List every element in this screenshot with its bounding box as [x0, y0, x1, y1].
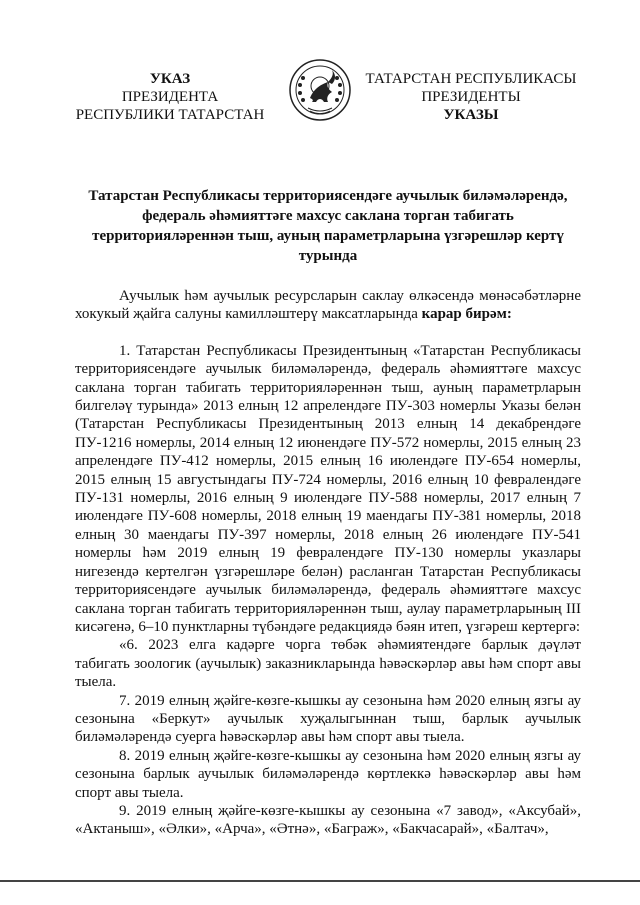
header-left-line-2: ПРЕЗИДЕНТА	[121, 89, 219, 105]
header-right-line-1: ТАТАРСТАН РЕСПУБЛИКАСЫ	[365, 71, 577, 87]
tatarstan-emblem-icon	[288, 58, 352, 122]
paragraph-6: «6. 2023 елга кадәрге чорга төбәк әһәмиятендәге барлык дәүләт табигать зоологик (аучылык) заказникларында һәвәскәрләр авы һәм спорт авы тыела.	[75, 637, 581, 691]
paragraph-1: 1. Татарстан Республикасы Президентының «Татарстан Республикасы территориясендәге аучылык биләмәләрендә, федераль әһәмияттәге махсус саклана торган табигать территорияләреннән тыш, ауның параметрларын билгеләү турында» 2013 елның 12 апрелендәге ПУ-303 номерлы Указы белән (Татарстан Республикасы Президентының 2013 елның 14 декабрендәге ПУ-1216 номерлы, 2014 елның 12 июнендәге ПУ-572 номерлы, 2015 елның 23 апрелендәге ПУ-412 номерлы, 2015 елның 16 июлендәге ПУ-654 номерлы, 2015 елның 15 августындагы ПУ-724 номерлы, 2016 елның 10 февралендәге ПУ-131 номерлы, 2016 елның 9 июлендәге ПУ-588 номерлы, 2017 елның 7 июлендәге ПУ-608 номерлы, 2018 елның 19 маендагы ПУ-381 номерлы, 2018 елның 30 маендагы ПУ-397 номерлы, 2018 елның 26 июлендәге ПУ-541 номерлы һәм 2019 елның 19 февралендәге ПУ-130 номерлы указлары нигезендә кертелгән үзгәрешләре белән) расланган Татарстан Республикасы территориясендәге аучылык биләмәләрендә, федераль әһәмияттәге махсус саклана торган табигать территорияләреннән тыш, аулау параметрларының III кисәгенә, 6–10 пунктларны түбәндәге редакциядә бәян итеп, үзгәреш кертергә:	[75, 342, 581, 635]
header-left-line-3: РЕСПУБЛИКИ ТАТАРСТАН	[75, 107, 265, 123]
decree-body	[75, 287, 581, 839]
preamble-paragraph	[75, 287, 581, 324]
preamble-text: Аучылык һәм аучылык ресурсларын саклау өлкәсендә мөнәсәбәтләрне хокукый җайга салуны камилләштерү максатларында	[75, 288, 581, 323]
page-bottom-rule	[0, 880, 640, 882]
paragraph-8: 8. 2019 елның җәйге-көзге-кышкы ау сезонына һәм 2020 елның язгы ау сезонына барлык аучылык биләмәләрендә көртлеккә һәвәскәрләр авы һәм спорт авы тыела.	[75, 747, 581, 801]
header-right-line-3: УКАЗЫ	[443, 107, 499, 123]
header-left-line-1: УКАЗ	[149, 71, 191, 87]
decree-title: Татарстан Республикасы территориясендәге аучылык биләмәләрендә, федераль әһәмияттәге махсус саклана торган табигать территорияләреннән тыш, ауның параметрларына үзгәрешләр кертү турында	[88, 188, 568, 264]
preamble-bold: карар бирәм:	[421, 306, 512, 323]
header-left-russian	[70, 70, 270, 124]
header-right-tatar	[362, 70, 580, 124]
paragraph-7: 7. 2019 елның җәйге-көзге-кышкы ау сезонына һәм 2020 елның язгы ау сезонына «Беркут» аучылык хуҗалыгыннан тыш, барлык аучылык биләмәләрендә суерга һәвәскәрләр авы һәм спорт авы тыела.	[75, 692, 581, 746]
header-right-line-2: ПРЕЗИДЕНТЫ	[421, 89, 521, 105]
paragraph-9: 9. 2019 елның җәйге-көзге-кышкы ау сезонына «7 завод», «Аксубай», «Актаныш», «Әлки», «Арча», «Әтнә», «Баграж», «Бакчасарай», «Балтач»,	[75, 802, 581, 838]
